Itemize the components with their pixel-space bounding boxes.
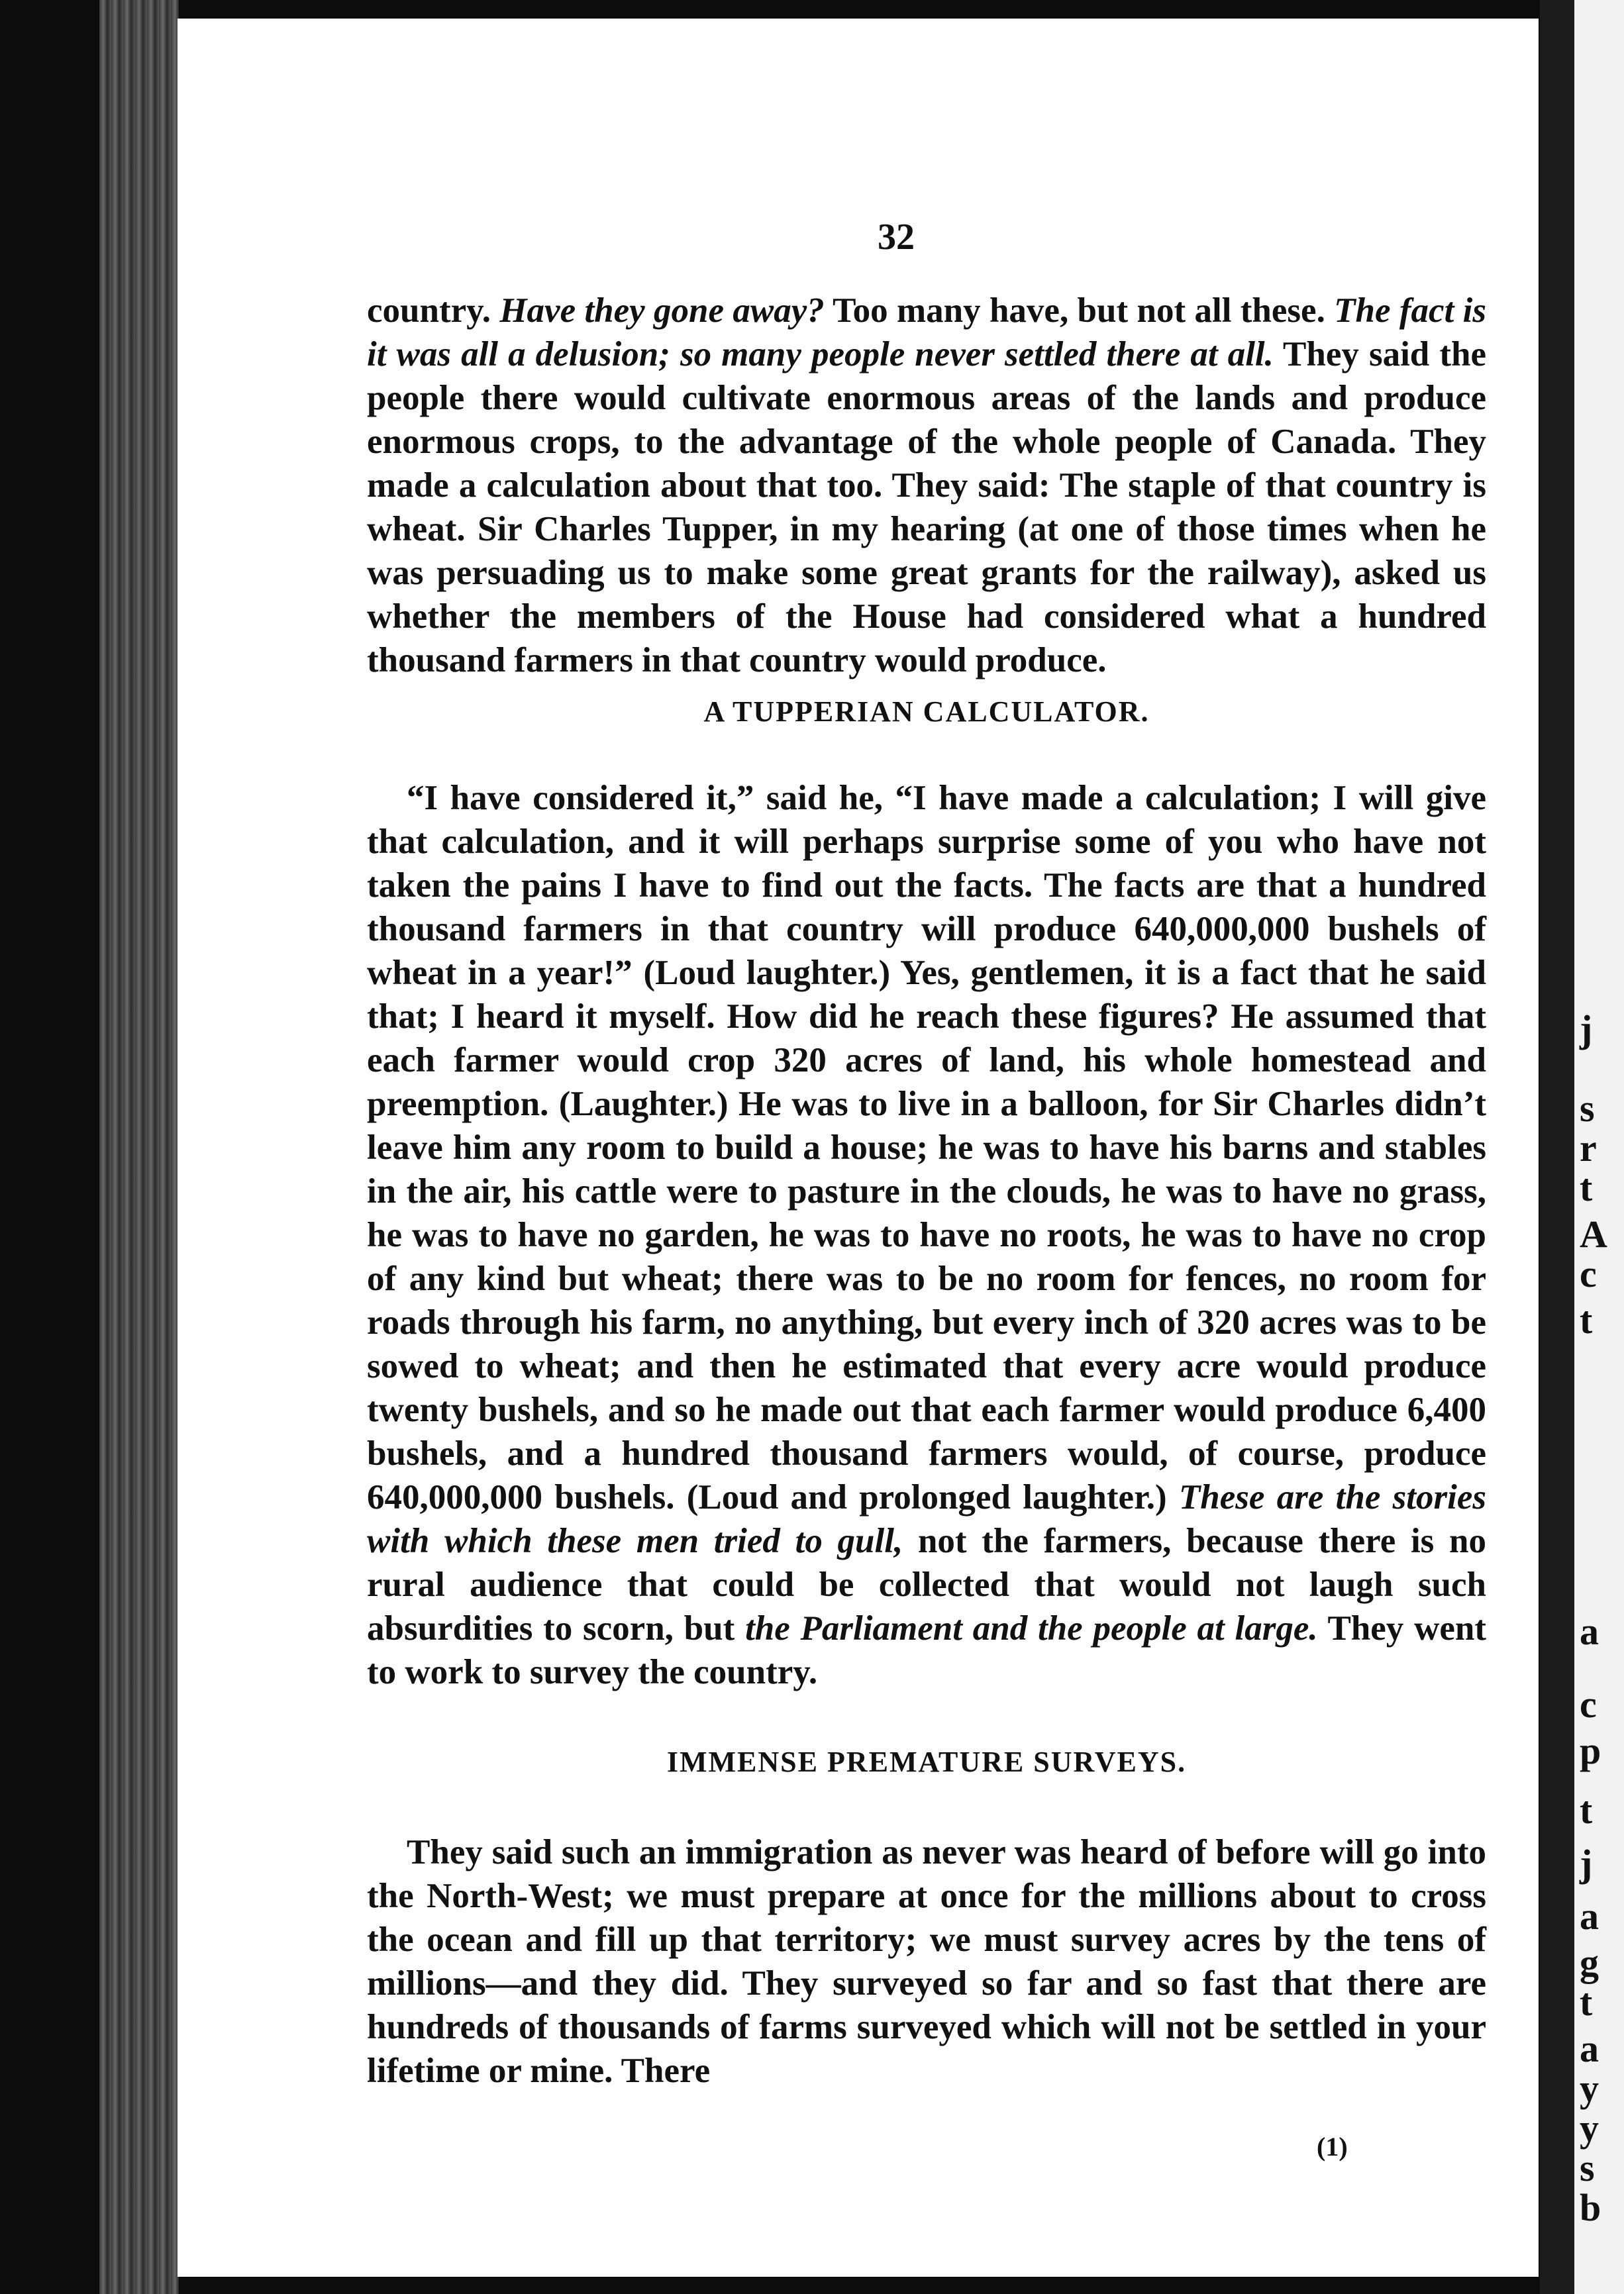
margin-fragment: p xyxy=(1580,1729,1601,1772)
margin-fragment: y xyxy=(1580,2107,1599,2150)
page-number: 32 xyxy=(878,217,915,258)
text-run: not the farmers, because there is no rural audience that could be collected that would not laugh such absurdities to scorn, but xyxy=(367,1522,1486,1648)
margin-fragment: A xyxy=(1580,1213,1607,1256)
margin-fragment: t xyxy=(1580,1299,1593,1342)
margin-fragment: r xyxy=(1580,1126,1597,1170)
text-run: They said the people there would cultivate enormous areas of the lands and produce enormous crops, to the advantage of the whole people of Canada. They made a calculation about that too. They said: The staple of that country is wheat. Sir Charles Tupper, in my hearing (at one of those times when he was persuading us to make some great grants for the railway), asked us whether the members of the House had considered what a hundred thousand farmers in that country would produce. xyxy=(367,335,1486,679)
margin-fragment: j xyxy=(1580,1007,1593,1050)
italic-text: the Parliament and the people at large. xyxy=(745,1609,1318,1648)
margin-fragment: s xyxy=(1580,2146,1595,2189)
paragraph xyxy=(367,776,1486,1694)
margin-fragment: y xyxy=(1580,2067,1599,2110)
margin-fragment: j xyxy=(1580,1842,1593,1885)
footnote-marker: (1) xyxy=(1317,2132,1348,2162)
document-body xyxy=(367,289,1486,2093)
margin-fragment: c xyxy=(1580,1252,1597,1295)
italic-text: Have they gone away? xyxy=(499,291,825,330)
text-run: Too many have, but not all these. xyxy=(824,291,1335,330)
margin-fragment: t xyxy=(1580,1789,1593,1832)
margin-fragment: t xyxy=(1580,1981,1593,2024)
margin-fragment: g xyxy=(1580,1941,1599,1984)
text-run: They said such an immigration as never was heard of before will go into the North-West; we must prepare at once for the millions about to cross the ocean and fill up that territory; we must survey acres by the tens of millions—and they did. They surveyed so far and so fast that there are hundreds of thousands of farms surveyed which will not be settled in your lifetime or mine. There xyxy=(367,1833,1486,2090)
margin-fragment: s xyxy=(1580,1087,1595,1130)
paragraph xyxy=(367,289,1486,682)
book-binding-left xyxy=(99,0,179,2294)
margin-fragment: a xyxy=(1580,1610,1599,1653)
italic-text: The fact is it was all a delusion; so many people never settled there at all. xyxy=(367,291,1486,374)
italic-text: These are the stories with which these men tried to gull, xyxy=(367,1478,1486,1560)
margin-fragment: t xyxy=(1580,1166,1593,1209)
text-run: They went to work to survey the country. xyxy=(367,1609,1486,1691)
section-heading: A TUPPERIAN CALCULATOR. xyxy=(703,695,1150,728)
paragraph xyxy=(367,1830,1486,2093)
margin-fragment: a xyxy=(1580,1895,1599,1938)
text-run: “I have considered it,” said he, “I have made a calculation; I will give that calculation, and it will perhaps surprise some of you who have not taken the pains I have to find out the facts. The facts are that a hundred thousand farmers in that country will produce 640,000,000 bushels of wheat in a year!” (Loud laughter.) Yes, gentlemen, it is a fact that he said that; I heard it myself. How did he reach these figures? He assumed that each farmer would crop 320 acres of land, his whole homestead and preemption. (Laughter.) He was to live in a balloon, for Sir Charles didn’t leave him any room to build a house; he was to have his barns and stables in the air, his cattle were to pasture in the clouds, he was to have no grass, he was to have no garden, he was to have no roots, he was to have no crop of any kind but wheat; there was to be no room for fences, no room for roads through his farm, no anything, but every inch of 320 acres was to be sowed to wheat; and then he estimated that every acre would produce twenty bushels, and so he made out that each farmer would produce 6,400 bushels, and a hundred thousand farmers would, of course, produce 640,000,000 bushels. (Loud and prolonged laughter.) xyxy=(367,779,1486,1517)
margin-fragment: a xyxy=(1580,2027,1599,2070)
text-run: country. xyxy=(367,291,500,330)
margin-fragment: c xyxy=(1580,1683,1597,1726)
book-gutter-right xyxy=(1540,0,1574,2294)
adjacent-page-edge xyxy=(1574,0,1624,2294)
margin-fragment: b xyxy=(1580,2186,1601,2229)
section-heading: IMMENSE PREMATURE SURVEYS. xyxy=(666,1746,1187,1778)
